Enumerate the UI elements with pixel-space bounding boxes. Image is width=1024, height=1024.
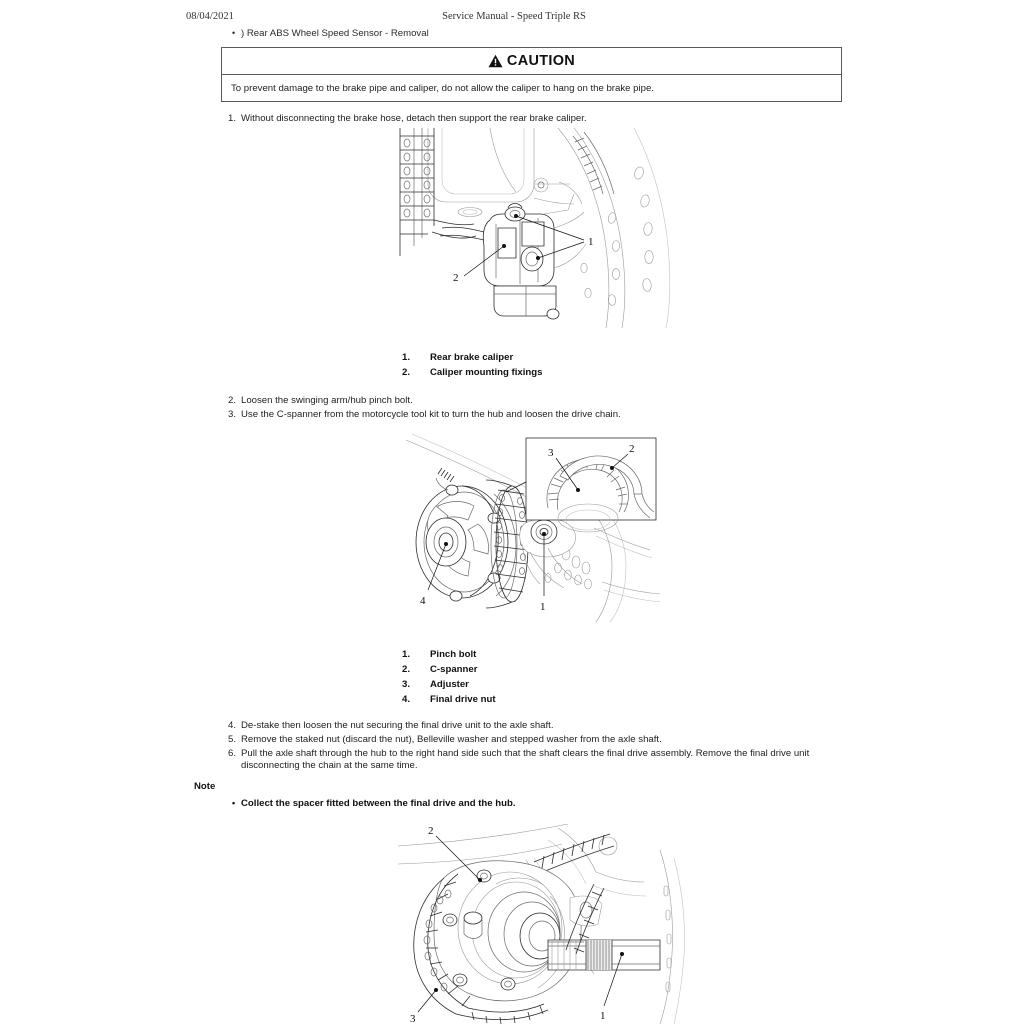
- step-3-number: 3.: [228, 409, 237, 420]
- step-4-text: De-stake then loosen the nut securing the final drive unit to the axle shaft.: [241, 720, 554, 731]
- step-1: [228, 113, 842, 125]
- topic-heading-text: ) Rear ABS Wheel Speed Sensor - Removal: [241, 28, 429, 39]
- figure-final-drive-c-spanner: [398, 432, 664, 622]
- final-drive-unit: [434, 861, 602, 1001]
- figure2-callout-4: 4: [420, 595, 426, 607]
- caution-body: [222, 75, 841, 101]
- legend-number: 4.: [402, 694, 411, 705]
- figure2-callout-1: 1: [540, 601, 546, 613]
- step-4-number: 4.: [228, 720, 237, 731]
- step-2-text: Loosen the swinging arm/hub pinch bolt.: [241, 395, 413, 406]
- drive-chain-group: [400, 128, 476, 256]
- legend-number: 2.: [402, 664, 411, 675]
- note-item: [232, 798, 516, 809]
- legend-label: Pinch bolt: [430, 649, 477, 660]
- step-4: [228, 720, 842, 732]
- figure1-callout-2: 2: [453, 272, 459, 284]
- figure3-id-stamp: [412, 1010, 414, 1016]
- legend-label: Final drive nut: [430, 694, 496, 705]
- figure1-id-stamp: [404, 318, 406, 324]
- warning-triangle-icon: [488, 54, 503, 68]
- caution-header: [222, 48, 841, 75]
- figure2-callout-2: 2: [629, 443, 635, 455]
- step-1-text: Without disconnecting the brake hose, detach then support the rear brake caliper.: [241, 113, 587, 124]
- legend-label: Rear brake caliper: [430, 352, 514, 363]
- header-title: Service Manual - Speed Triple RS: [442, 11, 586, 22]
- figure3-callout-3: 3: [410, 1013, 416, 1024]
- legend-label: Caliper mounting fixings: [430, 367, 543, 378]
- caution-body-text: To prevent damage to the brake pipe and caliper, do not allow the caliper to hang on the brake pipe.: [231, 82, 654, 94]
- note-heading: Note: [194, 781, 216, 792]
- figure-axle-shaft-final-drive: [398, 824, 688, 1024]
- axle-shaft: [548, 940, 660, 970]
- legend-number: 2.: [402, 367, 411, 378]
- step-1-number: 1.: [228, 113, 237, 124]
- topic-heading: [232, 28, 429, 39]
- step-5: [228, 734, 842, 746]
- bullet-glyph: •: [232, 28, 236, 38]
- figure-rear-brake-caliper: [398, 128, 688, 328]
- step-5-number: 5.: [228, 734, 237, 745]
- inset-detail-box: [506, 438, 656, 532]
- step-3-text: Use the C-spanner from the motorcycle tool kit to turn the hub and loosen the drive chain.: [241, 409, 621, 420]
- caution-box: [221, 47, 842, 102]
- figure3-callout-2: 2: [428, 825, 434, 837]
- step-6: [228, 748, 842, 773]
- step-2: [228, 395, 842, 407]
- note-item-text: Collect the spacer fitted between the final drive and the hub.: [241, 798, 516, 809]
- legend-label: C-spanner: [430, 664, 478, 675]
- page-header: [186, 11, 842, 25]
- step-6-number: 6.: [228, 748, 237, 759]
- legend-number: 1.: [402, 352, 411, 363]
- legend-number: 1.: [402, 649, 411, 660]
- bullet-glyph: •: [232, 798, 236, 808]
- swinging-arm-group: [428, 128, 574, 217]
- brake-caliper-body: [440, 204, 559, 320]
- final-drive-housing: [416, 468, 516, 601]
- legend-number: 3.: [402, 679, 411, 690]
- step-3: [228, 409, 842, 421]
- step-6-text: Pull the axle shaft through the hub to the right hand side such that the shaft clears the final drive assembly. Remove the final drive unit disconnecting the chain at the same time.: [241, 748, 810, 772]
- header-date: 08/04/2021: [186, 11, 234, 22]
- brake-disc-right: [660, 850, 685, 1024]
- step-5-text: Remove the staked nut (discard the nut), Belleville washer and stepped washer from the axle shaft.: [241, 734, 662, 745]
- figure1-callout-1: 1: [588, 236, 594, 248]
- legend-label: Adjuster: [430, 679, 469, 690]
- figure2-callout-3: 3: [548, 447, 554, 459]
- figure3-callout-1: 1: [600, 1010, 606, 1022]
- figure2-id-stamp: [412, 606, 414, 612]
- step-2-number: 2.: [228, 395, 237, 406]
- caution-title: CAUTION: [506, 53, 576, 69]
